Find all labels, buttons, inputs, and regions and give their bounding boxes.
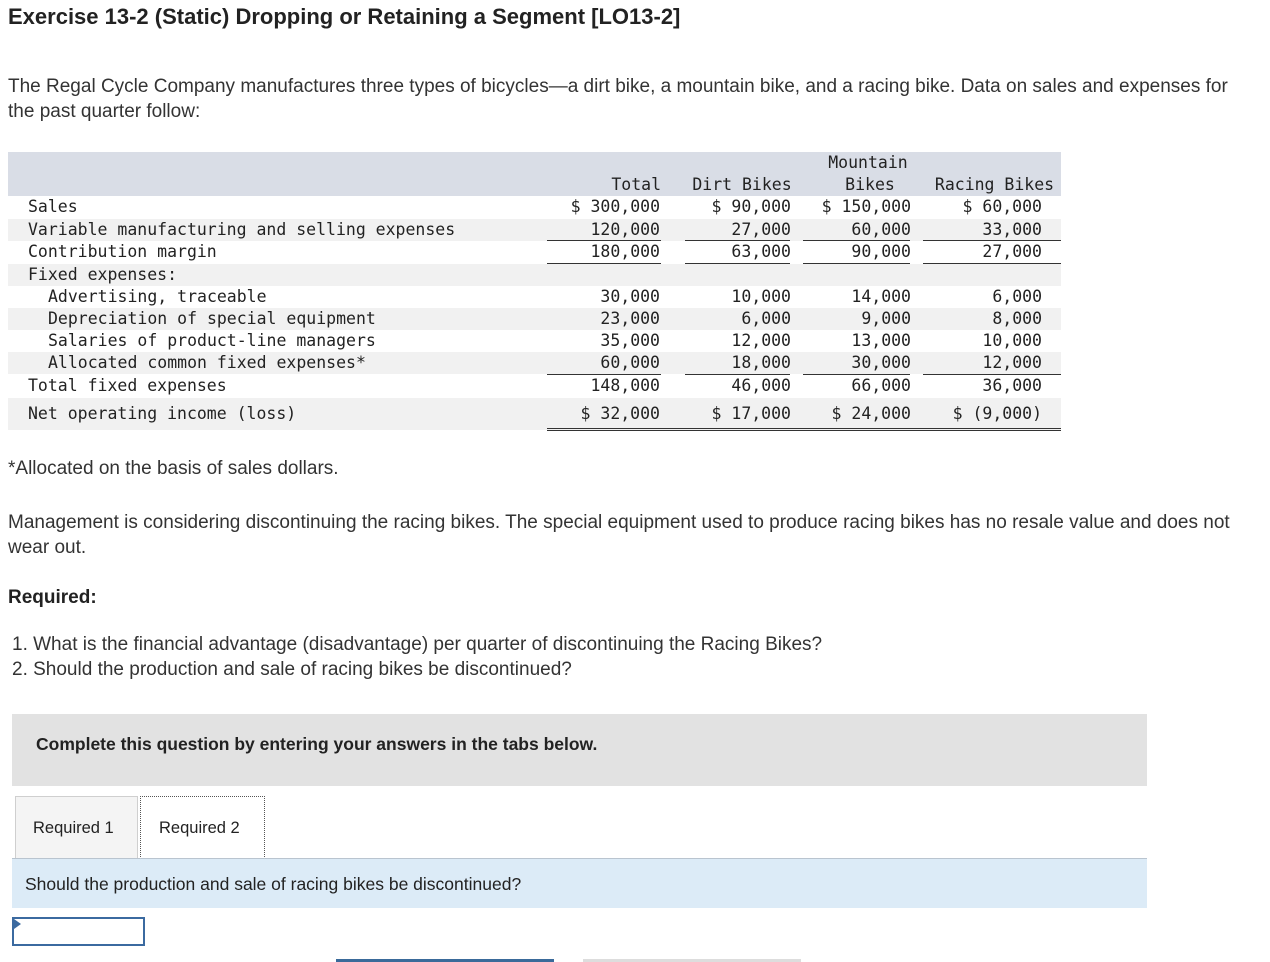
cell-mountain: $ 150,000 [821,197,911,216]
required-heading: Required: [8,587,97,608]
cell-mountain: 90,000 [851,242,911,261]
cell-racing: 36,000 [982,376,1042,395]
cell-racing: 10,000 [982,331,1042,350]
exercise-title: Exercise 13-2 (Static) Dropping or Retaining a Segment [LO13-2] [8,4,681,29]
cell-total: 35,000 [600,331,660,350]
required-item: 1. What is the financial advantage (disadvantage) per quarter of discontinuing the Racing Bikes? [12,634,823,655]
row-label: Advertising, traceable [48,287,267,306]
instructions-box [12,714,1147,786]
table-row [8,398,1061,430]
table-row [8,308,1061,330]
header-dirt-bikes: Dirt Bikes [692,175,792,194]
cell-mountain: 13,000 [851,331,911,350]
row-label: Variable manufacturing and selling expenses [28,220,456,239]
instructions-text: Complete this question by entering your answers in the tabs below. [36,734,598,754]
cell-total: $ 32,000 [580,404,660,423]
cell-mountain: 30,000 [851,353,911,372]
cell-racing: 6,000 [992,287,1042,306]
cell-racing: $ 60,000 [962,197,1042,216]
cell-mountain: 60,000 [851,220,911,239]
table-row [8,330,1061,352]
table-row [8,196,1061,218]
header-racing-bikes: Racing Bikes [934,175,1055,194]
cell-racing: 33,000 [982,220,1042,239]
row-label: Salaries of product-line managers [48,331,376,350]
cell-racing: 12,000 [982,353,1042,372]
cell-total: 148,000 [590,376,660,395]
cell-dirt: 18,000 [731,353,791,372]
cell-total: $ 300,000 [570,197,660,216]
header-total: Total [611,175,661,194]
cell-dirt: 27,000 [731,220,791,239]
cell-total: 120,000 [590,220,660,239]
tab-required-1[interactable] [15,796,138,859]
cell-racing: 27,000 [982,242,1042,261]
cell-dirt: 6,000 [741,309,791,328]
cell-mountain: $ 24,000 [831,404,911,423]
header-mountain-line1: Mountain [828,153,908,172]
table-row [8,264,1061,286]
cell-dirt: $ 90,000 [711,197,791,216]
row-label: Allocated common fixed expenses* [48,353,366,372]
question-bar [12,859,1147,908]
footnote: *Allocated on the basis of sales dollars. [8,458,339,479]
row-label: Sales [28,197,78,216]
row-label: Contribution margin [28,242,217,261]
table-row [8,286,1061,308]
table-row [8,219,1061,241]
cell-dirt: 46,000 [731,376,791,395]
cell-total: 180,000 [590,242,660,261]
row-label: Total fixed expenses [28,376,227,395]
management-paragraph: Management is considering discontinuing the racing bikes. The special equipment used to produce racing bikes has no resale value and does not wear out. [8,512,1230,558]
cell-total: 23,000 [600,309,660,328]
row-label: Depreciation of special equipment [48,309,376,328]
cell-racing: 8,000 [992,309,1042,328]
cell-dirt: 10,000 [731,287,791,306]
required-flag-icon [14,919,21,929]
header-mountain-line2: Bikes [845,175,895,194]
answer-dropdown[interactable] [12,917,145,946]
intro-paragraph: The Regal Cycle Company manufactures three types of bicycles—a dirt bike, a mountain bike, and a racing bike. Data on sales and expenses for the past quarter follow: [8,76,1228,122]
cell-dirt: 63,000 [731,242,791,261]
row-label: Net operating income (loss) [28,404,297,423]
table-row [8,241,1061,263]
required-list [12,632,822,682]
cell-mountain: 66,000 [851,376,911,395]
table-row [8,352,1061,374]
required-item: 2. Should the production and sale of racing bikes be discontinued? [12,659,572,680]
question-text: Should the production and sale of racing bikes be discontinued? [25,874,522,894]
table-row [8,375,1061,397]
cell-racing: $ (9,000) [952,404,1042,423]
double-underline [547,428,1061,431]
cell-dirt: $ 17,000 [711,404,791,423]
cell-mountain: 9,000 [861,309,911,328]
tab-label: Required 2 [159,819,240,837]
row-label: Fixed expenses: [28,265,178,284]
cell-total: 30,000 [600,287,660,306]
tab-label: Required 1 [33,819,114,837]
cell-mountain: 14,000 [851,287,911,306]
cell-total: 60,000 [600,353,660,372]
tab-required-2[interactable] [140,796,265,859]
cell-dirt: 12,000 [731,331,791,350]
